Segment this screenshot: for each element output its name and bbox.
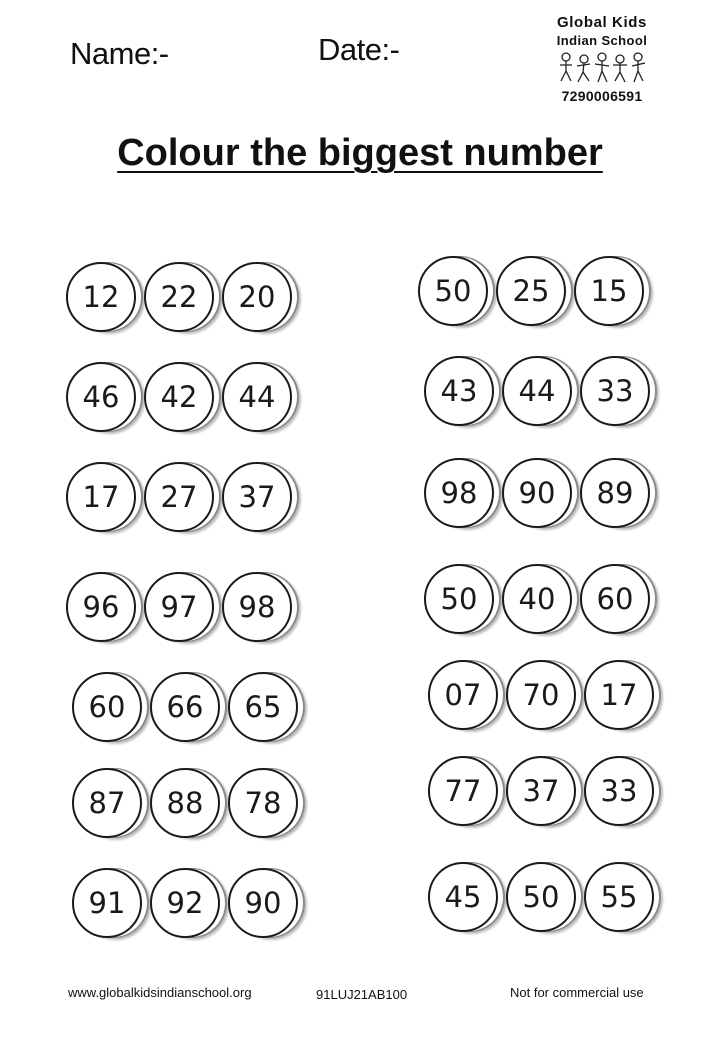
number-circle[interactable]: 33: [580, 356, 650, 426]
number-group-left-6: [72, 768, 298, 838]
number-group-right-7: [428, 862, 654, 932]
number-circle[interactable]: 70: [506, 660, 576, 730]
number-group-left-5: [72, 672, 298, 742]
number-circle[interactable]: 37: [222, 462, 292, 532]
number-circle[interactable]: 25: [496, 256, 566, 326]
number-circle[interactable]: 66: [150, 672, 220, 742]
number-circle[interactable]: 90: [228, 868, 298, 938]
number-circle[interactable]: 45: [428, 862, 498, 932]
number-group-right-4: [424, 564, 650, 634]
number-circle[interactable]: 97: [144, 572, 214, 642]
number-circle[interactable]: 17: [66, 462, 136, 532]
number-circle[interactable]: 92: [150, 868, 220, 938]
number-circle[interactable]: 07: [428, 660, 498, 730]
number-circle[interactable]: 37: [506, 756, 576, 826]
number-circle[interactable]: 96: [66, 572, 136, 642]
number-circle[interactable]: 65: [228, 672, 298, 742]
number-circle[interactable]: 91: [72, 868, 142, 938]
number-group-left-1: [66, 262, 292, 332]
number-group-right-2: [424, 356, 650, 426]
kids-logo-icon: [556, 51, 648, 85]
number-circle[interactable]: 98: [222, 572, 292, 642]
name-label: Name:-: [70, 36, 169, 71]
school-name-line1: Global Kids: [557, 14, 647, 31]
school-name-line2: Indian School: [556, 33, 648, 48]
number-circle[interactable]: 42: [144, 362, 214, 432]
number-circle[interactable]: 50: [424, 564, 494, 634]
number-circle[interactable]: 15: [574, 256, 644, 326]
number-group-right-3: [424, 458, 650, 528]
number-circle[interactable]: 43: [424, 356, 494, 426]
number-group-right-5: [428, 660, 654, 730]
number-circle[interactable]: 77: [428, 756, 498, 826]
number-circle[interactable]: 44: [502, 356, 572, 426]
number-group-right-1: [418, 256, 644, 326]
number-group-left-2: [66, 362, 292, 432]
footer-website: www.globalkidsindianschool.org: [68, 985, 252, 1000]
number-circle[interactable]: 50: [506, 862, 576, 932]
school-logo-block: [532, 14, 672, 104]
number-circle[interactable]: 17: [584, 660, 654, 730]
number-circle[interactable]: 78: [228, 768, 298, 838]
number-circle[interactable]: 20: [222, 262, 292, 332]
number-circle[interactable]: 40: [502, 564, 572, 634]
number-group-left-3: [66, 462, 292, 532]
number-circle[interactable]: 55: [584, 862, 654, 932]
number-circle[interactable]: 88: [150, 768, 220, 838]
school-phone: 7290006591: [561, 88, 643, 104]
footer-code: 91LUJ21AB100: [316, 987, 408, 1002]
number-circle[interactable]: 44: [222, 362, 292, 432]
number-circle[interactable]: 12: [66, 262, 136, 332]
number-circle[interactable]: 98: [424, 458, 494, 528]
number-circle[interactable]: 90: [502, 458, 572, 528]
number-circle[interactable]: 60: [72, 672, 142, 742]
number-circle[interactable]: 87: [72, 768, 142, 838]
number-circle[interactable]: 22: [144, 262, 214, 332]
number-group-right-6: [428, 756, 654, 826]
worksheet-title: Colour the biggest number: [117, 132, 603, 174]
number-circle[interactable]: 89: [580, 458, 650, 528]
date-label: Date:-: [318, 32, 400, 67]
number-circle[interactable]: 60: [580, 564, 650, 634]
number-circle[interactable]: 33: [584, 756, 654, 826]
number-circle[interactable]: 27: [144, 462, 214, 532]
number-group-left-7: [72, 868, 298, 938]
number-group-left-4: [66, 572, 292, 642]
number-circle[interactable]: 50: [418, 256, 488, 326]
number-circle[interactable]: 46: [66, 362, 136, 432]
footer-note: Not for commercial use: [510, 985, 644, 1000]
